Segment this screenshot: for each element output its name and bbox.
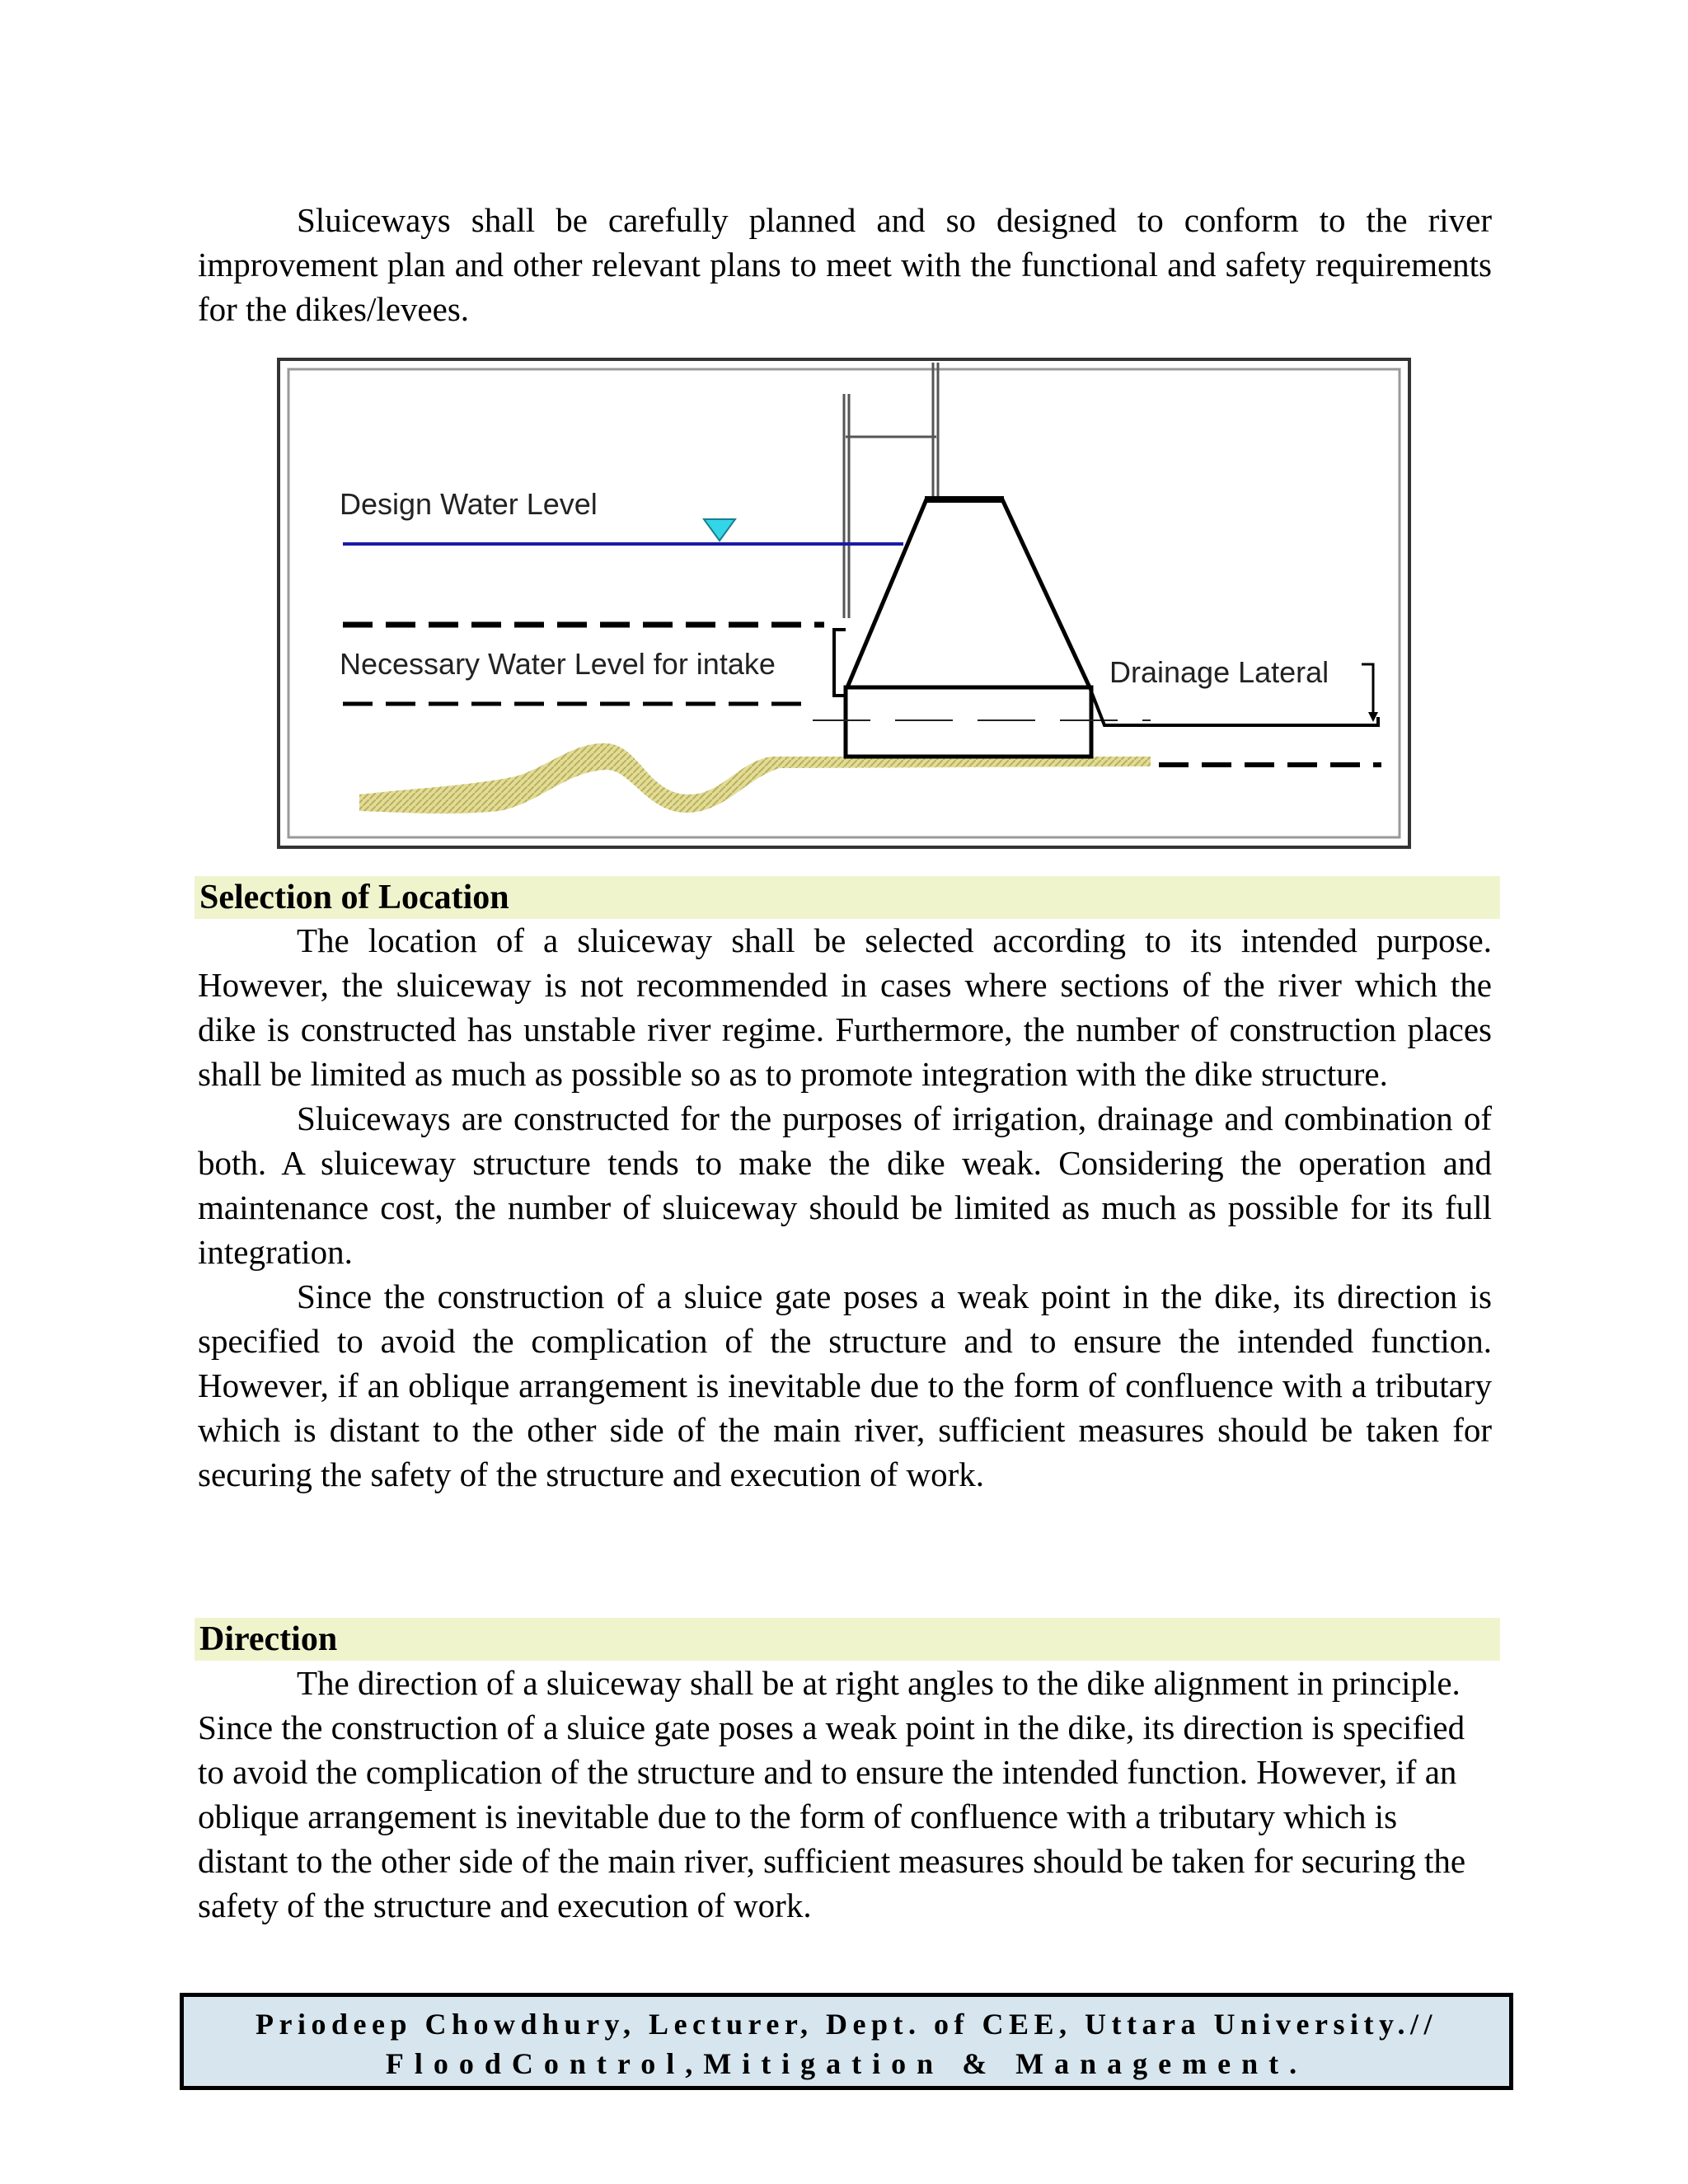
page-footer (180, 1993, 1513, 2090)
direction-paragraph-1: The direction of a sluiceway shall be at right angles to the dike alignment in principle. Since the construction of a sluice gate poses a weak point in the dike, its direction is specified to avoid the complication of the structure and to ensure the intended function. However, if an oblique arrangement is inevitable due to the form of confluence with a tributary which is distant to the other side of the main river, sufficient measures should be taken for securing the safety of the structure and execution of work. (198, 1664, 1466, 1924)
section-direction (198, 1661, 1492, 1928)
footer-course-line: FloodControl,Mitigation & Management. (385, 2047, 1308, 2080)
label-design-water-level: Design Water Level (340, 487, 598, 521)
heading-selection-of-location: Selection of Location (195, 876, 1500, 919)
label-drainage-lateral: Drainage Lateral (1109, 655, 1329, 689)
intro-paragraph: Sluiceways shall be carefully planned and so designed to conform to the river improvement plan and other relevant plans to meet with the functional and safety requirements for the dikes/levees. (198, 201, 1492, 328)
footer-author-line: Priodeep Chowdhury, Lecturer, Dept. of CEE, Uttara University.// (256, 2008, 1437, 2041)
label-intake-water-level: Necessary Water Level for intake (340, 647, 776, 681)
section-selection-of-location (198, 918, 1492, 1497)
location-paragraph-2: Sluiceways are constructed for the purposes of irrigation, drainage and combination of both. A sluiceway structure tends to make the dike weak. Considering the operation and maintenance cost, the number of sluiceway should be limited as much as possible for its full integration. (198, 1099, 1492, 1271)
sluice-box (846, 687, 1091, 757)
location-paragraph-1: The location of a sluiceway shall be selected according to its intended purpose. However, the sluiceway is not recommended in cases where sections of the river which the dike is constructed has unstable river regime. Furthermore, the number of construction places shall be limited as much as possible so as to promote integration with the dike structure. (198, 921, 1492, 1093)
heading-direction: Direction (195, 1618, 1500, 1661)
location-paragraph-3: Since the construction of a sluice gate poses a weak point in the dike, its direction is specified to avoid the complication of the structure and to ensure the intended function. However, if an oblique arrangement is inevitable due to the form of confluence with a tributary which is distant to the other side of the main river, sufficient measures should be taken for securing the safety of the structure and execution of work. (198, 1277, 1492, 1493)
intro-section (198, 198, 1492, 331)
sluiceway-diagram (277, 358, 1411, 849)
